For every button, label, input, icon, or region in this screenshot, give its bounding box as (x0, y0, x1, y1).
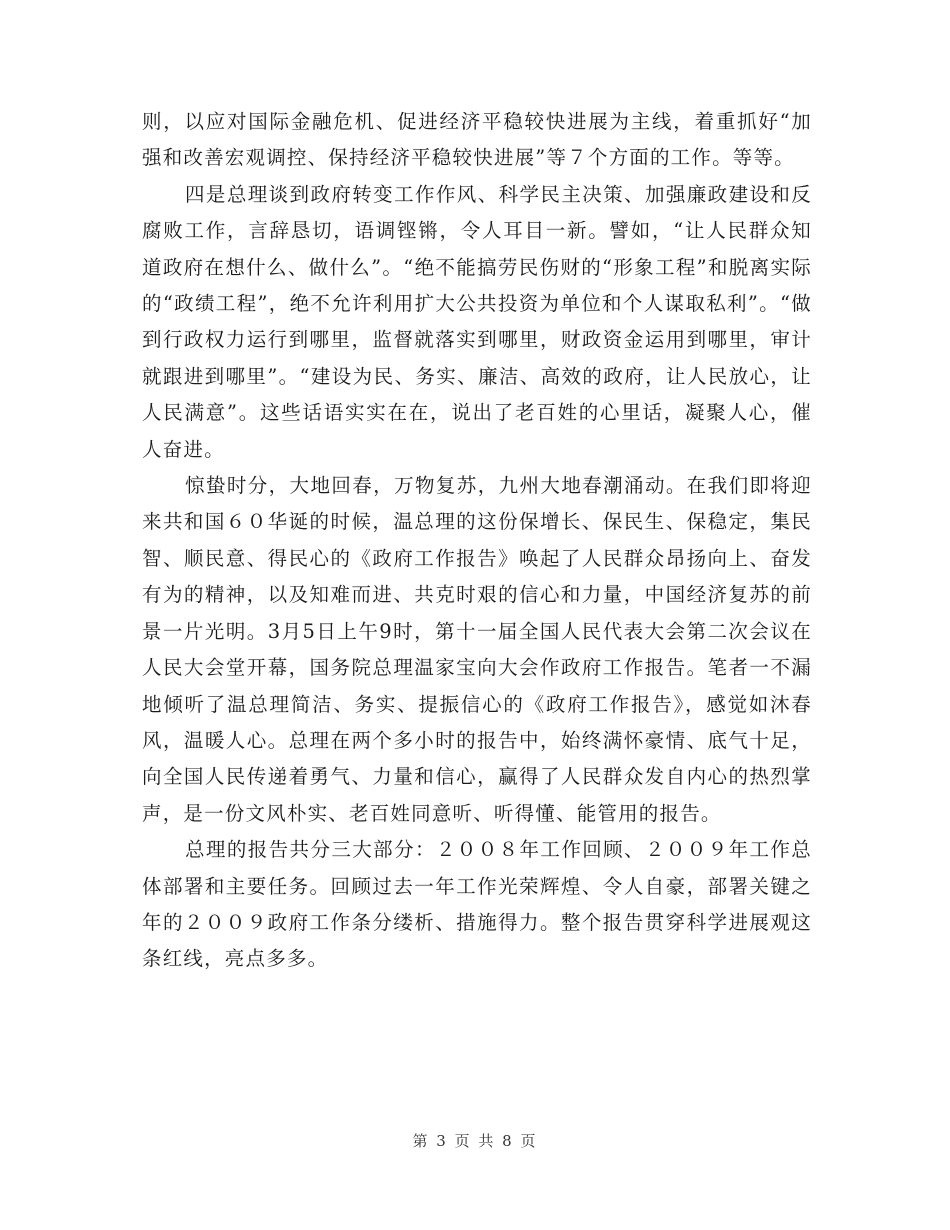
paragraph-1: 则，以应对国际金融危机、促进经济平稳较快进展为主线，着重抓好“加强和改善宏观调控、保持经济平稳较快进展”等７个方面的工作。等等。 (142, 110, 812, 170)
paragraph-3: 惊蛰时分，大地回春，万物复苏，九州大地春潮涌动。在我们即将迎来共和国６０华诞的时候，温总理的这份保增长、保民生、保稳定，集民智、顺民意、得民心的《政府工作报告》唤起了人民群众昂扬向上、奋发有为的精神，以及知难而进、共克时艰的信心和力量，中国经济复苏的前景一片光明。3月5日上午9时，第十一届全国人民代表大会第二次会议在人民大会堂开幕，国务院总理温家宝向大会作政府工作报告。笔者一不漏地倾听了温总理简洁、务实、提振信心的《政府工作报告》，感觉如沐春风，温暖人心。总理在两个多小时的报告中，始终满怀豪情、底气十足，向全国人民传递着勇气、力量和信心，赢得了人民群众发自内心的热烈掌声，是一份文风朴实、老百姓同意听、听得懂、能管用的报告。 (142, 474, 812, 825)
paragraph-4: 总理的报告共分三大部分：２００８年工作回顾、２００９年工作总体部署和主要任务。回顾过去一年工作光荣辉煌、令人自豪，部署关键之年的２００９政府工作条分缕析、措施得力。整个报告贯穿科学进展观这条红线，亮点多多。 (142, 838, 812, 971)
page-number-footer: 第 3 页 共 8 页 (412, 1132, 538, 1150)
document-body (142, 104, 812, 978)
paragraph-2: 四是总理谈到政府转变工作作风、科学民主决策、加强廉政建设和反腐败工作，言辞恳切，语调铿锵，令人耳目一新。譬如，“让人民群众知道政府在想什么、做什么”。“绝不能搞劳民伤财的“形象工程”和脱离实际的“政绩工程”，绝不允许利用扩大公共投资为单位和个人谋取私利”。“做到行政权力运行到哪里，监督就落实到哪里，财政资金运用到哪里，审计就跟进到哪里”。“建设为民、务实、廉洁、高效的政府，让人民放心，让人民满意”。这些话语实实在在，说出了老百姓的心里话，凝聚人心，催人奋进。 (142, 182, 812, 461)
